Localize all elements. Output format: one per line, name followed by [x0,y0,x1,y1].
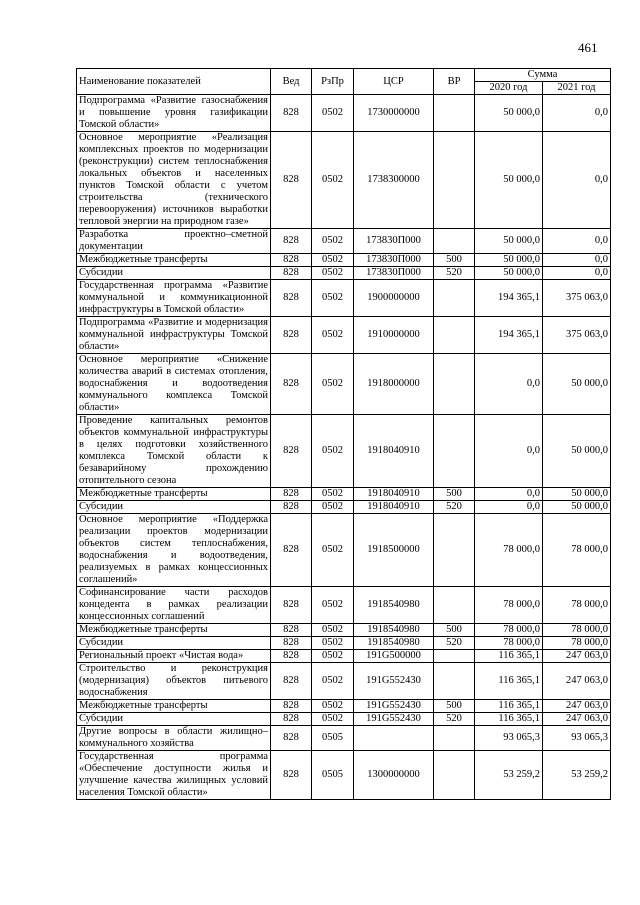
cell-sum-2021: 50 000,0 [543,488,611,501]
cell-vr [434,587,475,624]
cell-vr [434,354,475,415]
cell-sum-2021: 78 000,0 [543,514,611,587]
cell-vr [434,514,475,587]
cell-ved: 828 [271,624,312,637]
cell-csr: 1730000000 [354,95,434,132]
header-row-top [77,69,611,82]
cell-ved: 828 [271,663,312,700]
cell-ved: 828 [271,501,312,514]
cell-sum-2021: 247 063,0 [543,650,611,663]
cell-name: Государственная программа «Развитие коммунальной и коммуникационной инфраструктуры в Томской области» [77,280,271,317]
cell-sum-2021: 53 259,2 [543,751,611,800]
table-row [77,280,611,317]
table-row [77,488,611,501]
cell-rzpr: 0502 [312,488,354,501]
cell-sum-2021: 50 000,0 [543,415,611,488]
cell-sum-2020: 0,0 [475,501,543,514]
cell-rzpr: 0502 [312,280,354,317]
cell-vr [434,317,475,354]
table-row [77,354,611,415]
table-row [77,726,611,751]
cell-name: Софинансирование части расходов концедента в рамках реализации концессионных соглашений [77,587,271,624]
cell-rzpr: 0502 [312,317,354,354]
cell-rzpr: 0502 [312,713,354,726]
header-ved: Вед [271,69,312,95]
cell-ved: 828 [271,95,312,132]
cell-csr: 1918040910 [354,501,434,514]
cell-vr: 500 [434,488,475,501]
cell-name: Субсидии [77,501,271,514]
cell-ved: 828 [271,587,312,624]
table-row [77,637,611,650]
cell-csr [354,726,434,751]
cell-ved: 828 [271,354,312,415]
header-name: Наименование показателей [77,69,271,95]
cell-csr: 1918000000 [354,354,434,415]
cell-csr: 1300000000 [354,751,434,800]
cell-ved: 828 [271,726,312,751]
cell-rzpr: 0505 [312,751,354,800]
cell-vr [434,280,475,317]
cell-sum-2021: 0,0 [543,229,611,254]
cell-rzpr: 0502 [312,229,354,254]
cell-sum-2020: 50 000,0 [475,95,543,132]
cell-rzpr: 0502 [312,132,354,229]
cell-sum-2020: 116 365,1 [475,650,543,663]
cell-rzpr: 0502 [312,267,354,280]
table-row [77,751,611,800]
table-row [77,267,611,280]
cell-sum-2020: 78 000,0 [475,624,543,637]
cell-vr: 520 [434,501,475,514]
budget-table [76,68,611,800]
cell-ved: 828 [271,280,312,317]
cell-csr: 191G552430 [354,713,434,726]
cell-csr: 1918540980 [354,587,434,624]
cell-csr: 1738300000 [354,132,434,229]
header-rzpr: РзПр [312,69,354,95]
header-sum: Сумма [475,69,611,82]
cell-name: Субсидии [77,713,271,726]
cell-sum-2020: 50 000,0 [475,229,543,254]
cell-name: Основное мероприятие «Реализация комплексных проектов по модернизации (реконструкции) систем теплоснабжения локальных объектов и населенных пунктов Томской области с учетом строительства (технического перевооружения) источников выработки тепловой энергии на природном газе» [77,132,271,229]
cell-ved: 828 [271,637,312,650]
cell-name: Межбюджетные трансферты [77,254,271,267]
cell-rzpr: 0502 [312,514,354,587]
cell-csr: 1910000000 [354,317,434,354]
cell-csr: 1918540980 [354,624,434,637]
table-row [77,95,611,132]
cell-rzpr: 0505 [312,726,354,751]
cell-name: Межбюджетные трансферты [77,624,271,637]
cell-sum-2020: 50 000,0 [475,132,543,229]
cell-sum-2021: 247 063,0 [543,713,611,726]
table-row [77,650,611,663]
cell-name: Разработка проектно–сметной документации [77,229,271,254]
cell-csr: 1918540980 [354,637,434,650]
cell-ved: 828 [271,700,312,713]
cell-csr: 191G552430 [354,700,434,713]
table-row [77,700,611,713]
cell-sum-2021: 78 000,0 [543,624,611,637]
cell-csr: 191G500000 [354,650,434,663]
cell-vr: 500 [434,254,475,267]
cell-sum-2021: 0,0 [543,132,611,229]
cell-ved: 828 [271,488,312,501]
cell-sum-2021: 247 063,0 [543,663,611,700]
cell-ved: 828 [271,254,312,267]
table-row [77,587,611,624]
cell-rzpr: 0502 [312,663,354,700]
cell-csr: 173830П000 [354,229,434,254]
cell-ved: 828 [271,650,312,663]
cell-rzpr: 0502 [312,637,354,650]
cell-sum-2020: 53 259,2 [475,751,543,800]
cell-sum-2021: 50 000,0 [543,501,611,514]
cell-sum-2021: 247 063,0 [543,700,611,713]
table-row [77,624,611,637]
cell-vr [434,415,475,488]
cell-ved: 828 [271,229,312,254]
cell-sum-2020: 0,0 [475,415,543,488]
cell-sum-2020: 194 365,1 [475,280,543,317]
cell-name: Региональный проект «Чистая вода» [77,650,271,663]
cell-vr [434,132,475,229]
cell-csr: 1900000000 [354,280,434,317]
cell-sum-2020: 50 000,0 [475,267,543,280]
header-csr: ЦСР [354,69,434,95]
cell-ved: 828 [271,317,312,354]
cell-csr: 173830П000 [354,267,434,280]
table-row [77,229,611,254]
cell-name: Подпрограмма «Развитие и модернизация коммунальной инфраструктуры Томской области» [77,317,271,354]
cell-sum-2021: 375 063,0 [543,317,611,354]
cell-name: Другие вопросы в области жилищно–коммунального хозяйства [77,726,271,751]
cell-sum-2021: 50 000,0 [543,354,611,415]
table-row [77,415,611,488]
cell-vr [434,751,475,800]
cell-vr: 500 [434,700,475,713]
cell-ved: 828 [271,267,312,280]
cell-rzpr: 0502 [312,650,354,663]
table-row [77,514,611,587]
cell-rzpr: 0502 [312,254,354,267]
cell-sum-2020: 0,0 [475,354,543,415]
cell-sum-2020: 78 000,0 [475,514,543,587]
cell-csr: 1918040910 [354,415,434,488]
cell-sum-2021: 0,0 [543,95,611,132]
cell-csr: 1918500000 [354,514,434,587]
header-2020: 2020 год [475,82,543,95]
cell-rzpr: 0502 [312,587,354,624]
cell-ved: 828 [271,132,312,229]
cell-vr [434,650,475,663]
cell-csr: 173830П000 [354,254,434,267]
cell-name: Основное мероприятие «Снижение количества аварий в системах отопления, водоснабжения и водоотведения коммунального комплекса Томской области» [77,354,271,415]
cell-name: Субсидии [77,267,271,280]
header-2021: 2021 год [543,82,611,95]
cell-ved: 828 [271,713,312,726]
cell-sum-2020: 78 000,0 [475,637,543,650]
cell-vr [434,663,475,700]
cell-sum-2020: 194 365,1 [475,317,543,354]
page-number: 461 [578,40,598,55]
cell-ved: 828 [271,514,312,587]
cell-sum-2020: 116 365,1 [475,713,543,726]
cell-name: Субсидии [77,637,271,650]
cell-sum-2021: 93 065,3 [543,726,611,751]
cell-rzpr: 0502 [312,354,354,415]
cell-sum-2021: 78 000,0 [543,637,611,650]
cell-sum-2020: 116 365,1 [475,700,543,713]
table-header [77,69,611,95]
table-row [77,663,611,700]
cell-name: Межбюджетные трансферты [77,488,271,501]
cell-vr [434,726,475,751]
cell-rzpr: 0502 [312,700,354,713]
header-vr: ВР [434,69,475,95]
cell-rzpr: 0502 [312,501,354,514]
cell-vr: 500 [434,624,475,637]
cell-vr: 520 [434,637,475,650]
cell-sum-2021: 375 063,0 [543,280,611,317]
table-row [77,254,611,267]
table-body [77,95,611,800]
cell-name: Основное мероприятие «Поддержка реализации проектов модернизации объектов систем теплоснабжения, водоснабжения и водоотведения, реализуемых в рамках концессионных соглашений» [77,514,271,587]
cell-vr: 520 [434,713,475,726]
cell-vr [434,229,475,254]
cell-sum-2020: 0,0 [475,488,543,501]
cell-rzpr: 0502 [312,624,354,637]
cell-csr: 191G552430 [354,663,434,700]
cell-sum-2021: 78 000,0 [543,587,611,624]
cell-sum-2021: 0,0 [543,254,611,267]
cell-sum-2021: 0,0 [543,267,611,280]
cell-rzpr: 0502 [312,415,354,488]
cell-csr: 1918040910 [354,488,434,501]
cell-name: Строительство и реконструкция (модернизация) объектов питьевого водоснабжения [77,663,271,700]
table-row [77,501,611,514]
table-row [77,317,611,354]
cell-vr [434,95,475,132]
table-row [77,713,611,726]
cell-sum-2020: 50 000,0 [475,254,543,267]
cell-sum-2020: 93 065,3 [475,726,543,751]
cell-ved: 828 [271,751,312,800]
cell-name: Межбюджетные трансферты [77,700,271,713]
cell-name: Государственная программа «Обеспечение доступности жилья и улучшение качества жилищных условий населения Томской области» [77,751,271,800]
cell-rzpr: 0502 [312,95,354,132]
cell-vr: 520 [434,267,475,280]
cell-name: Подпрограмма «Развитие газоснабжения и повышение уровня газификации Томской области» [77,95,271,132]
cell-name: Проведение капитальных ремонтов объектов коммунальной инфраструктуры в целях подготовки хозяйственного комплекса Томской области к безаварийному прохождению отопительного сезона [77,415,271,488]
cell-sum-2020: 116 365,1 [475,663,543,700]
table-row [77,132,611,229]
cell-ved: 828 [271,415,312,488]
cell-sum-2020: 78 000,0 [475,587,543,624]
